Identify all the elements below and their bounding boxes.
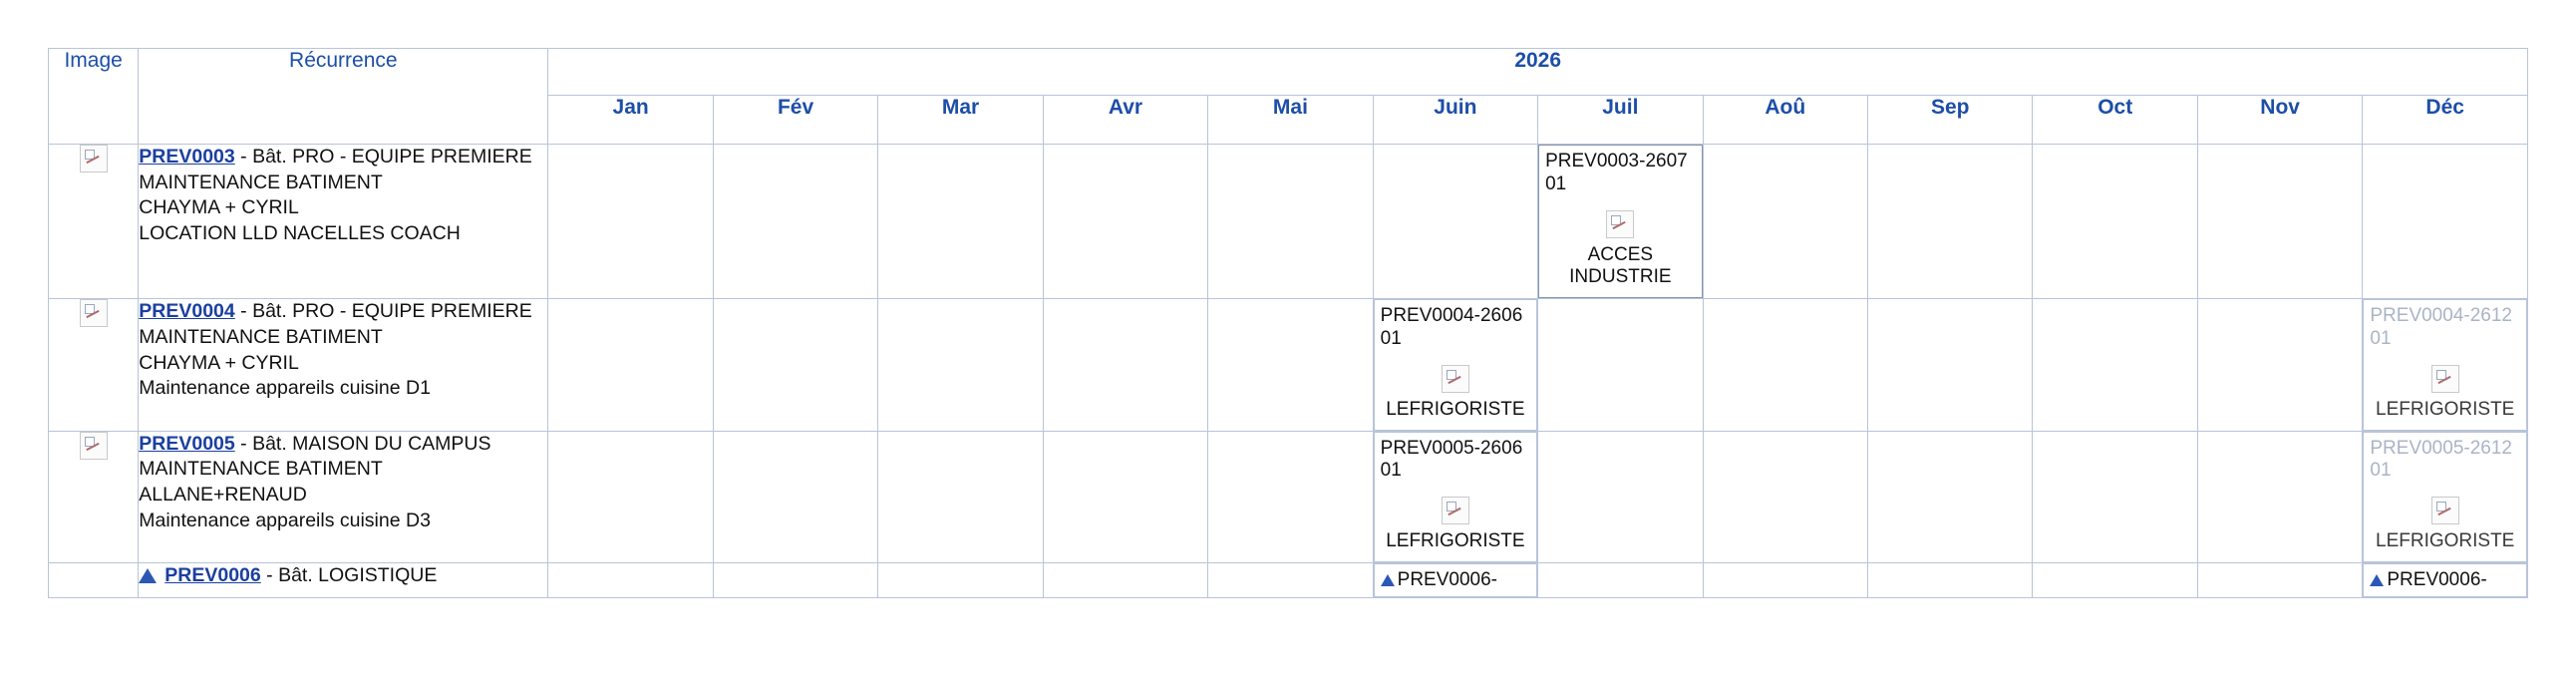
cell-mar[interactable]	[878, 299, 1043, 431]
event-label: LEFRIGORISTE	[2376, 530, 2515, 552]
cell-juil[interactable]	[1538, 431, 1703, 562]
month-header-mai: Mai	[1208, 96, 1373, 145]
month-header-fev: Fév	[713, 96, 877, 145]
cell-juin[interactable]	[1373, 562, 1537, 597]
recurrence-line3: CHAYMA + CYRIL	[139, 196, 299, 219]
event-code: PREV0004-260601	[1380, 305, 1523, 349]
column-header-recurrence: Récurrence	[139, 49, 548, 145]
month-header-jan: Jan	[548, 96, 713, 145]
cell-mai[interactable]	[1208, 562, 1373, 597]
cell-oct[interactable]	[2033, 299, 2197, 431]
event-code-text: PREV0006-	[1397, 568, 1497, 590]
recurrence-line3: CHAYMA + CYRIL	[139, 351, 299, 374]
cell-mar[interactable]	[878, 145, 1043, 299]
recurrence-line4: Maintenance appareils cuisine D3	[139, 509, 431, 531]
cell-nov[interactable]	[2197, 431, 2362, 562]
month-header-sep: Sep	[1868, 96, 2033, 145]
table-header	[49, 49, 2528, 145]
cell-aou[interactable]	[1703, 431, 1867, 562]
broken-image-icon	[1442, 497, 1469, 524]
cell-aou[interactable]	[1703, 562, 1867, 597]
row-image-cell	[49, 431, 139, 562]
warning-icon	[2370, 574, 2384, 586]
table-row	[49, 145, 2528, 299]
event-label: LEFRIGORISTE	[1386, 530, 1525, 552]
recurrence-cell[interactable]	[139, 145, 548, 299]
event-code	[1381, 569, 1530, 592]
cell-dec[interactable]	[2363, 145, 2528, 299]
recurrence-code-link[interactable]: PREV0006	[164, 563, 261, 586]
recurrence-cell[interactable]	[139, 431, 548, 562]
month-header-nov: Nov	[2197, 96, 2362, 145]
cell-dec[interactable]	[2363, 431, 2528, 562]
month-header-dec: Déc	[2363, 96, 2528, 145]
table-row	[49, 562, 2528, 597]
cell-oct[interactable]	[2033, 145, 2197, 299]
recurrence-line4: Maintenance appareils cuisine D1	[139, 377, 431, 400]
recurrence-title: - Bât. PRO - EQUIPE PREMIERE	[234, 146, 532, 168]
cell-mar[interactable]	[878, 431, 1043, 562]
cell-dec[interactable]	[2363, 299, 2528, 431]
cell-aou[interactable]	[1703, 299, 1867, 431]
recurrence-line2: MAINTENANCE BATIMENT	[139, 325, 383, 348]
cell-jan[interactable]	[548, 299, 713, 431]
cell-avr[interactable]	[1043, 299, 1207, 431]
cell-nov[interactable]	[2197, 299, 2362, 431]
cell-jan[interactable]	[548, 431, 713, 562]
cell-jan[interactable]	[548, 562, 713, 597]
month-header-mar: Mar	[878, 96, 1043, 145]
recurrence-line3: ALLANE+RENAUD	[139, 484, 307, 507]
recurrence-title: - Bât. MAISON DU CAMPUS	[234, 432, 491, 455]
event-label: ACCES INDUSTRIE	[1569, 243, 1672, 288]
broken-image-icon	[2431, 497, 2459, 524]
recurrence-code-link[interactable]: PREV0004	[139, 300, 235, 323]
cell-sep[interactable]	[1868, 562, 2033, 597]
event-box[interactable]	[1374, 432, 1537, 562]
cell-aou[interactable]	[1703, 145, 1867, 299]
warning-icon	[1381, 574, 1395, 586]
cell-mai[interactable]	[1208, 431, 1373, 562]
cell-mai[interactable]	[1208, 145, 1373, 299]
broken-image-icon	[80, 145, 108, 172]
recurrence-line2: MAINTENANCE BATIMENT	[139, 458, 383, 481]
recurrence-cell[interactable]	[139, 562, 548, 597]
month-header-juil: Juil	[1538, 96, 1703, 145]
event-code: PREV0005-260601	[1380, 437, 1523, 482]
column-header-image: Image	[49, 49, 139, 145]
table-row	[49, 431, 2528, 562]
month-header-avr: Avr	[1043, 96, 1207, 145]
cell-oct[interactable]	[2033, 431, 2197, 562]
cell-juin[interactable]	[1373, 431, 1537, 562]
cell-fev[interactable]	[713, 299, 877, 431]
row-image-cell	[49, 145, 139, 299]
recurrence-cell[interactable]	[139, 299, 548, 431]
event-code: PREV0004-261201	[2370, 305, 2512, 349]
recurrence-line2: MAINTENANCE BATIMENT	[139, 170, 383, 193]
row-image-cell	[49, 562, 139, 597]
year-header: 2026	[548, 49, 2528, 96]
event-box[interactable]	[2363, 563, 2527, 597]
event-box[interactable]	[2363, 299, 2527, 430]
cell-juil[interactable]	[1538, 562, 1703, 597]
cell-fev[interactable]	[713, 562, 877, 597]
cell-juin[interactable]	[1373, 145, 1537, 299]
cell-sep[interactable]	[1868, 145, 2033, 299]
cell-dec[interactable]	[2363, 562, 2528, 597]
planning-table	[48, 48, 2528, 598]
cell-jan[interactable]	[548, 145, 713, 299]
cell-juin[interactable]	[1373, 299, 1537, 431]
cell-juil[interactable]	[1538, 299, 1703, 431]
broken-image-icon	[1442, 365, 1469, 393]
cell-nov[interactable]	[2197, 145, 2362, 299]
recurrence-title: - Bât. PRO - EQUIPE PREMIERE	[234, 300, 532, 323]
event-code	[2370, 569, 2520, 592]
cell-fev[interactable]	[713, 145, 877, 299]
month-header-aou: Aoû	[1703, 96, 1867, 145]
broken-image-icon	[80, 432, 108, 460]
table-row	[49, 299, 2528, 431]
event-box[interactable]	[1374, 299, 1537, 430]
recurrence-title: - Bât. LOGISTIQUE	[260, 563, 438, 586]
cell-oct[interactable]	[2033, 562, 2197, 597]
cell-avr[interactable]	[1043, 431, 1207, 562]
broken-image-icon	[80, 299, 108, 327]
event-box[interactable]	[1538, 145, 1702, 298]
event-code: PREV0005-261201	[2370, 437, 2512, 482]
warning-icon	[139, 568, 157, 583]
event-label: LEFRIGORISTE	[2376, 398, 2515, 420]
cell-sep[interactable]	[1868, 299, 2033, 431]
cell-mai[interactable]	[1208, 299, 1373, 431]
cell-mar[interactable]	[878, 562, 1043, 597]
month-header-juin: Juin	[1373, 96, 1537, 145]
event-box[interactable]	[2363, 432, 2527, 562]
row-image-cell	[49, 299, 139, 431]
month-header-oct: Oct	[2033, 96, 2197, 145]
recurrence-code-link[interactable]: PREV0005	[139, 432, 235, 455]
event-label: LEFRIGORISTE	[1386, 398, 1525, 420]
cell-juil[interactable]	[1538, 145, 1703, 299]
cell-avr[interactable]	[1043, 562, 1207, 597]
cell-nov[interactable]	[2197, 562, 2362, 597]
event-code-text: PREV0006-	[2387, 568, 2487, 590]
cell-avr[interactable]	[1043, 145, 1207, 299]
broken-image-icon	[2431, 365, 2459, 393]
broken-image-icon	[1606, 210, 1634, 238]
event-box[interactable]	[1374, 563, 1537, 597]
recurrence-code-link[interactable]: PREV0003	[139, 146, 235, 168]
cell-fev[interactable]	[713, 431, 877, 562]
recurrence-line4: LOCATION LLD NACELLES COACH	[139, 222, 461, 245]
cell-sep[interactable]	[1868, 431, 2033, 562]
table-body	[49, 145, 2528, 598]
event-code: PREV0003-260701	[1545, 151, 1688, 194]
